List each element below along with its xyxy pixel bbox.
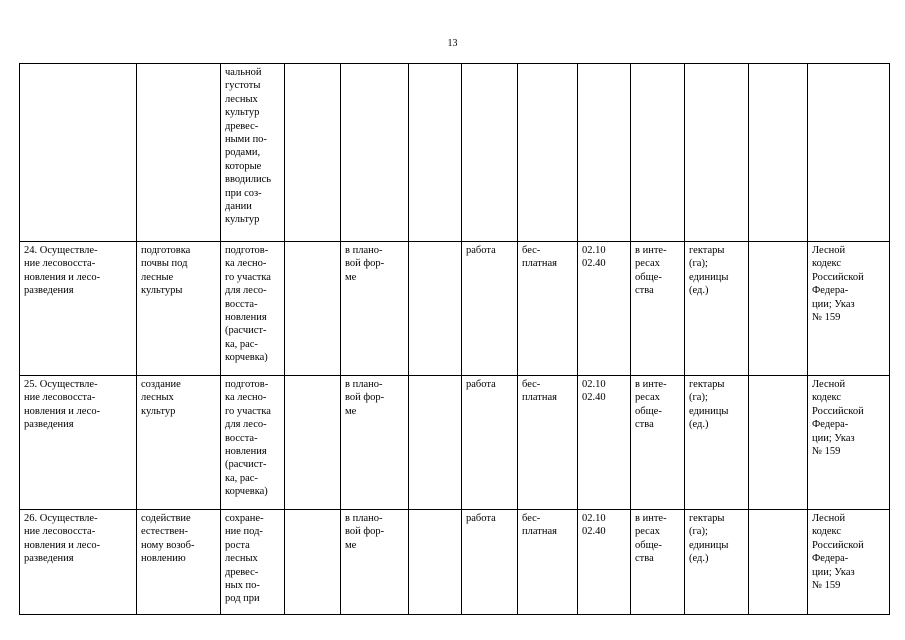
cell-kind: работа (462, 510, 518, 615)
services-table (19, 63, 890, 615)
cell-work-type (137, 64, 221, 242)
cell-work-content: подготов- ка лесно- го участка для лесо- восста- новления (расчист- ка, рас- корчевка) (221, 376, 285, 510)
cell-payment (518, 64, 578, 242)
cell-legal-basis: Лесной кодекс Российской Федера- ции; Указ № 159 (808, 376, 890, 510)
cell-form: в плано- вой фор- ме (341, 376, 409, 510)
cell-work-content: сохране- ние под- роста лесных древес- ных по- род при (221, 510, 285, 615)
table-row (20, 242, 890, 376)
cell-units: гектары (га); единицы (ед.) (685, 242, 749, 376)
cell-col4 (285, 64, 341, 242)
cell-form: в плано- вой фор- ме (341, 242, 409, 376)
cell-units: гектары (га); единицы (ед.) (685, 376, 749, 510)
cell-work-type: подготовка почвы под лесные культуры (137, 242, 221, 376)
cell-col4 (285, 376, 341, 510)
table-row (20, 64, 890, 242)
cell-col6 (409, 242, 462, 376)
cell-interests: в инте- ресах обще- ства (631, 510, 685, 615)
cell-col12 (749, 376, 808, 510)
cell-interests (631, 64, 685, 242)
cell-col6 (409, 376, 462, 510)
cell-form: в плано- вой фор- ме (341, 510, 409, 615)
cell-col12 (749, 242, 808, 376)
cell-work-content: чальной густоты лесных культур древес- ными по- родами, которые вводились при соз- дании культур (221, 64, 285, 242)
cell-service-name (20, 64, 137, 242)
table-row (20, 376, 890, 510)
cell-form (341, 64, 409, 242)
cell-service-name: 24. Осуществле- ние лесовосста- новления и лесо- разведения (20, 242, 137, 376)
cell-units (685, 64, 749, 242)
cell-col12 (749, 64, 808, 242)
cell-kind (462, 64, 518, 242)
cell-work-type: создание лесных культур (137, 376, 221, 510)
cell-interests: в инте- ресах обще- ства (631, 242, 685, 376)
cell-payment: бес- платная (518, 376, 578, 510)
cell-legal-basis (808, 64, 890, 242)
cell-work-type: содействие естествен- ному возоб- новлению (137, 510, 221, 615)
cell-col12 (749, 510, 808, 615)
cell-legal-basis: Лесной кодекс Российской Федера- ции; Указ № 159 (808, 510, 890, 615)
table-row (20, 510, 890, 615)
cell-service-name: 26. Осуществле- ние лесовосста- новления и лесо- разведения (20, 510, 137, 615)
cell-legal-basis: Лесной кодекс Российской Федера- ции; Указ № 159 (808, 242, 890, 376)
cell-codes: 02.10 02.40 (578, 376, 631, 510)
cell-payment: бес- платная (518, 242, 578, 376)
cell-payment: бес- платная (518, 510, 578, 615)
page-number: 13 (447, 38, 458, 49)
cell-service-name: 25. Осуществле- ние лесовосста- новления и лесо- разведения (20, 376, 137, 510)
cell-codes: 02.10 02.40 (578, 510, 631, 615)
cell-units: гектары (га); единицы (ед.) (685, 510, 749, 615)
cell-codes: 02.10 02.40 (578, 242, 631, 376)
cell-col6 (409, 510, 462, 615)
cell-kind: работа (462, 242, 518, 376)
cell-interests: в инте- ресах обще- ства (631, 376, 685, 510)
cell-work-content: подготов- ка лесно- го участка для лесо- восста- новления (расчист- ка, рас- корчевка) (221, 242, 285, 376)
cell-col6 (409, 64, 462, 242)
cell-col4 (285, 242, 341, 376)
cell-kind: работа (462, 376, 518, 510)
cell-col4 (285, 510, 341, 615)
cell-codes (578, 64, 631, 242)
